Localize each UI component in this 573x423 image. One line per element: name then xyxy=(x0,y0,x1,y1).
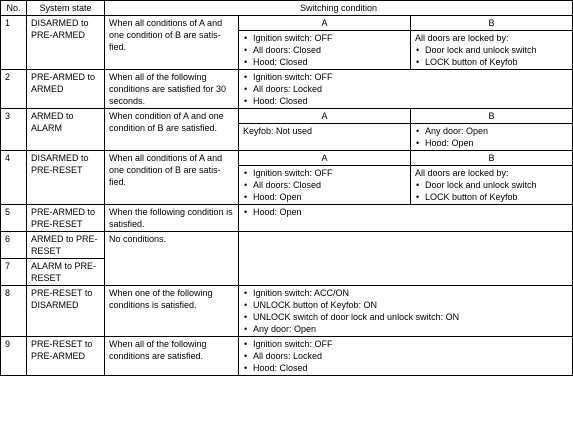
condition-intro: All doors are locked by: xyxy=(415,168,509,178)
table-row xyxy=(1,286,573,337)
row-number: 6 xyxy=(1,232,27,259)
condition-a-cell: Keyfob: Not used xyxy=(239,124,411,151)
bullet-item: • Ignition switch: OFF xyxy=(243,167,406,179)
system-state-cell: PRE-ARMED to ARMED xyxy=(27,70,105,109)
sub-header-a: A xyxy=(239,109,411,124)
bullet-item: • LOCK button of Keyfob xyxy=(415,191,568,203)
condition-detail-cell-empty xyxy=(239,232,573,286)
condition-cell: When all of the following conditions are satisfied for 30 seconds. xyxy=(105,70,239,109)
header-switching-condition: Switching condition xyxy=(105,1,573,16)
row-number: 7 xyxy=(1,259,27,286)
bullet-item: • Ignition switch: OFF xyxy=(243,71,568,83)
header-system-state: System state xyxy=(27,1,105,16)
condition-cell: When all conditions of A and one condition of B are satis-fied. xyxy=(105,151,239,205)
condition-cell: When condition of A and one condition of B are satisfied. xyxy=(105,109,239,151)
bullet-item: • Ignition switch: OFF xyxy=(243,338,568,350)
system-state-cell: ALARM to PRE-RESET xyxy=(27,259,105,286)
table-row xyxy=(1,151,573,166)
table-row xyxy=(1,232,573,259)
header-no: No. xyxy=(1,1,27,16)
condition-cell: No conditions. xyxy=(105,232,239,286)
bullet-item: • All doors: Locked xyxy=(243,350,568,362)
system-state-cell: PRE-RESET to DISARMED xyxy=(27,286,105,337)
row-number: 2 xyxy=(1,70,27,109)
condition-cell: When the following condition is satisfied. xyxy=(105,205,239,232)
condition-a-cell xyxy=(239,166,411,205)
bullet-item: • Any door: Open xyxy=(415,125,568,137)
row-number: 4 xyxy=(1,151,27,205)
condition-intro: All doors are locked by: xyxy=(415,33,509,43)
row-number: 9 xyxy=(1,337,27,376)
condition-cell: When all conditions of A and one condition of B are satis-fied. xyxy=(105,16,239,70)
system-state-cell: PRE-ARMED to PRE-RESET xyxy=(27,205,105,232)
condition-a-cell xyxy=(239,31,411,70)
bullet-item: • Hood: Closed xyxy=(243,362,568,374)
bullet-item: • All doors: Locked xyxy=(243,83,568,95)
row-number: 5 xyxy=(1,205,27,232)
sub-header-a: A xyxy=(239,151,411,166)
condition-detail-cell xyxy=(239,286,573,337)
condition-detail-cell xyxy=(239,337,573,376)
table-header-row xyxy=(1,1,573,16)
row-number: 3 xyxy=(1,109,27,151)
bullet-item: • Door lock and unlock switch xyxy=(415,44,568,56)
condition-detail-cell xyxy=(239,70,573,109)
condition-b-cell xyxy=(411,166,573,205)
table-row xyxy=(1,337,573,376)
condition-b-cell xyxy=(411,31,573,70)
table-row xyxy=(1,109,573,124)
sub-header-b: B xyxy=(411,151,573,166)
row-number: 1 xyxy=(1,16,27,70)
system-state-cell: PRE-RESET to PRE-ARMED xyxy=(27,337,105,376)
system-state-cell: ARMED to PRE-RESET xyxy=(27,232,105,259)
table-row xyxy=(1,16,573,31)
bullet-item: • Hood: Closed xyxy=(243,95,568,107)
condition-cell: When all of the following conditions are satisfied. xyxy=(105,337,239,376)
bullet-item: • Any door: Open xyxy=(243,323,568,335)
bullet-item: • Ignition switch: ACC/ON xyxy=(243,287,568,299)
table-row xyxy=(1,205,573,232)
condition-b-cell xyxy=(411,124,573,151)
system-state-cell: DISARMED to PRE-RESET xyxy=(27,151,105,205)
bullet-item: • Hood: Open xyxy=(243,206,568,218)
table-row xyxy=(1,70,573,109)
sub-header-b: B xyxy=(411,109,573,124)
sub-header-b: B xyxy=(411,16,573,31)
bullet-item: • All doors: Closed xyxy=(243,179,406,191)
bullet-item: • Door lock and unlock switch xyxy=(415,179,568,191)
system-state-cell: DISARMED to PRE-ARMED xyxy=(27,16,105,70)
condition-cell: When one of the following conditions is satisfied. xyxy=(105,286,239,337)
bullet-item: • All doors: Closed xyxy=(243,44,406,56)
bullet-item: • UNLOCK switch of door lock and unlock switch: ON xyxy=(243,311,568,323)
bullet-item: • Hood: Open xyxy=(243,191,406,203)
bullet-item: • LOCK button of Keyfob xyxy=(415,56,568,68)
bullet-item: • UNLOCK button of Keyfob: ON xyxy=(243,299,568,311)
system-state-cell: ARMED to ALARM xyxy=(27,109,105,151)
sub-header-a: A xyxy=(239,16,411,31)
bullet-item: • Hood: Open xyxy=(415,137,568,149)
bullet-item: • Hood: Closed xyxy=(243,56,406,68)
bullet-item: • Ignition switch: OFF xyxy=(243,32,406,44)
row-number: 8 xyxy=(1,286,27,337)
condition-detail-cell xyxy=(239,205,573,232)
